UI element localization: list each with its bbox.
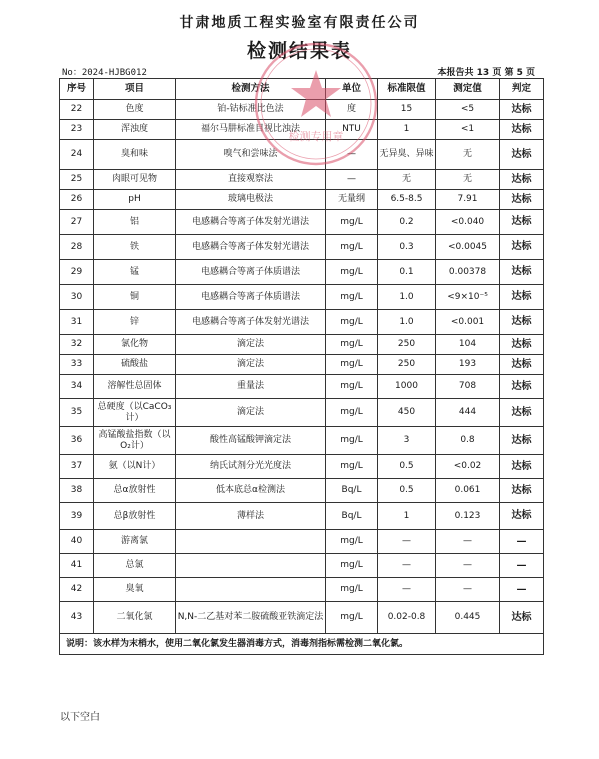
- header-item: 项目: [94, 79, 176, 100]
- cell-unit: mg/L: [326, 399, 378, 427]
- cell-limit: 1: [378, 120, 436, 140]
- cell-result: 达标: [500, 170, 544, 190]
- cell-unit: mg/L: [326, 602, 378, 634]
- cell-unit: —: [326, 170, 378, 190]
- cell-no: 31: [60, 310, 94, 335]
- cell-no: 26: [60, 190, 94, 210]
- cell-unit: mg/L: [326, 260, 378, 285]
- cell-no: 39: [60, 503, 94, 530]
- cell-item: 高锰酸盐指数（以O₂计）: [94, 427, 176, 455]
- cell-result: 达标: [500, 260, 544, 285]
- cell-value: 104: [436, 335, 500, 355]
- cell-limit: 3: [378, 427, 436, 455]
- header-value: 测定值: [436, 79, 500, 100]
- cell-item: 二氧化氯: [94, 602, 176, 634]
- header-limit: 标准限值: [378, 79, 436, 100]
- cell-method: 酸性高锰酸钾滴定法: [176, 427, 326, 455]
- cell-limit: 1.0: [378, 310, 436, 335]
- cell-value: 0.8: [436, 427, 500, 455]
- cell-item: 溶解性总固体: [94, 375, 176, 399]
- cell-value: 0.123: [436, 503, 500, 530]
- table-row: [60, 455, 544, 479]
- table-row: [60, 210, 544, 235]
- table-row: [60, 578, 544, 602]
- cell-no: 28: [60, 235, 94, 260]
- cell-method: 滴定法: [176, 355, 326, 375]
- cell-item: 锌: [94, 310, 176, 335]
- cell-item: 臭和味: [94, 140, 176, 170]
- table-row: [60, 120, 544, 140]
- table-row: [60, 530, 544, 554]
- cell-limit: 0.3: [378, 235, 436, 260]
- cell-method: 直接观察法: [176, 170, 326, 190]
- cell-method: 嗅气和尝味法: [176, 140, 326, 170]
- cell-no: 36: [60, 427, 94, 455]
- cell-item: 硫酸盐: [94, 355, 176, 375]
- cell-result: 达标: [500, 285, 544, 310]
- cell-unit: mg/L: [326, 554, 378, 578]
- cell-value: <0.0045: [436, 235, 500, 260]
- cell-item: 游离氯: [94, 530, 176, 554]
- cell-method: 重量法: [176, 375, 326, 399]
- table-note: 说明：该水样为末梢水，使用二氧化氯发生器消毒方式，消毒剂指标需检测二氧化氯。: [60, 634, 544, 655]
- cell-unit: Bq/L: [326, 479, 378, 503]
- cell-unit: mg/L: [326, 455, 378, 479]
- cell-item: 总α放射性: [94, 479, 176, 503]
- cell-limit: 0.1: [378, 260, 436, 285]
- cell-no: 27: [60, 210, 94, 235]
- table-row: [60, 355, 544, 375]
- cell-value: 0.061: [436, 479, 500, 503]
- cell-limit: —: [378, 530, 436, 554]
- cell-result: 达标: [500, 602, 544, 634]
- cell-method: 滴定法: [176, 399, 326, 427]
- cell-value: <0.040: [436, 210, 500, 235]
- cell-no: 24: [60, 140, 94, 170]
- cell-limit: 无异臭、异味: [378, 140, 436, 170]
- cell-no: 37: [60, 455, 94, 479]
- cell-method: 薄样法: [176, 503, 326, 530]
- cell-item: 氨（以N计）: [94, 455, 176, 479]
- header-result: 判定: [500, 79, 544, 100]
- table-row: [60, 479, 544, 503]
- header-no: 序号: [60, 79, 94, 100]
- cell-result: 达标: [500, 140, 544, 170]
- cell-method: [176, 554, 326, 578]
- table-row: [60, 100, 544, 120]
- cell-method: 滴定法: [176, 335, 326, 355]
- cell-result: 达标: [500, 455, 544, 479]
- table-row: [60, 335, 544, 355]
- cell-unit: mg/L: [326, 335, 378, 355]
- cell-no: 33: [60, 355, 94, 375]
- cell-item: 臭氧: [94, 578, 176, 602]
- cell-method: N,N-二乙基对苯二胺硫酸亚铁滴定法: [176, 602, 326, 634]
- cell-limit: 6.5-8.5: [378, 190, 436, 210]
- cell-method: 福尔马肼标准目视比浊法: [176, 120, 326, 140]
- cell-unit: mg/L: [326, 578, 378, 602]
- cell-result: 达标: [500, 479, 544, 503]
- cell-result: 达标: [500, 120, 544, 140]
- cell-limit: 15: [378, 100, 436, 120]
- cell-value: 193: [436, 355, 500, 375]
- cell-no: 40: [60, 530, 94, 554]
- cell-no: 25: [60, 170, 94, 190]
- cell-unit: Bq/L: [326, 503, 378, 530]
- cell-limit: 无: [378, 170, 436, 190]
- cell-limit: 0.02-0.8: [378, 602, 436, 634]
- cell-no: 32: [60, 335, 94, 355]
- cell-no: 23: [60, 120, 94, 140]
- cell-unit: mg/L: [326, 355, 378, 375]
- table-header-row: [60, 79, 544, 100]
- cell-result: —: [500, 578, 544, 602]
- cell-value: 无: [436, 140, 500, 170]
- cell-unit: —: [326, 140, 378, 170]
- cell-result: 达标: [500, 210, 544, 235]
- cell-item: 色度: [94, 100, 176, 120]
- cell-method: 玻璃电极法: [176, 190, 326, 210]
- cell-result: 达标: [500, 100, 544, 120]
- cell-limit: 0.2: [378, 210, 436, 235]
- cell-result: 达标: [500, 427, 544, 455]
- table-row: [60, 427, 544, 455]
- cell-unit: mg/L: [326, 310, 378, 335]
- cell-result: 达标: [500, 190, 544, 210]
- cell-method: 铂-钴标准比色法: [176, 100, 326, 120]
- cell-unit: mg/L: [326, 235, 378, 260]
- cell-item: 浑浊度: [94, 120, 176, 140]
- cell-item: 锰: [94, 260, 176, 285]
- cell-value: 0.445: [436, 602, 500, 634]
- cell-item: 铁: [94, 235, 176, 260]
- cell-result: 达标: [500, 355, 544, 375]
- cell-limit: —: [378, 578, 436, 602]
- cell-limit: 450: [378, 399, 436, 427]
- cell-limit: —: [378, 554, 436, 578]
- cell-limit: 0.5: [378, 479, 436, 503]
- results-table: [59, 78, 544, 655]
- table-row: [60, 285, 544, 310]
- cell-value: —: [436, 578, 500, 602]
- cell-item: 铜: [94, 285, 176, 310]
- cell-method: 电感耦合等离子体质谱法: [176, 260, 326, 285]
- page-info: 本报告共 13 页 第 5 页: [437, 68, 535, 78]
- cell-value: —: [436, 530, 500, 554]
- cell-method: 低本底总α检测法: [176, 479, 326, 503]
- table-row: [60, 602, 544, 634]
- cell-no: 35: [60, 399, 94, 427]
- cell-unit: mg/L: [326, 427, 378, 455]
- cell-value: <9×10⁻⁵: [436, 285, 500, 310]
- cell-result: 达标: [500, 399, 544, 427]
- cell-limit: 1000: [378, 375, 436, 399]
- cell-item: 铝: [94, 210, 176, 235]
- table-row: [60, 235, 544, 260]
- cell-no: 29: [60, 260, 94, 285]
- cell-value: 444: [436, 399, 500, 427]
- cell-unit: mg/L: [326, 375, 378, 399]
- cell-method: 电感耦合等离子体质谱法: [176, 285, 326, 310]
- cell-item: pH: [94, 190, 176, 210]
- table-row: [60, 140, 544, 170]
- cell-method: [176, 578, 326, 602]
- cell-value: <0.02: [436, 455, 500, 479]
- cell-item: 总氯: [94, 554, 176, 578]
- cell-result: 达标: [500, 310, 544, 335]
- table-row: [60, 554, 544, 578]
- cell-unit: 度: [326, 100, 378, 120]
- cell-item: 总β放射性: [94, 503, 176, 530]
- table-row: [60, 399, 544, 427]
- cell-value: 7.91: [436, 190, 500, 210]
- cell-value: <5: [436, 100, 500, 120]
- cell-value: <0.001: [436, 310, 500, 335]
- cell-no: 34: [60, 375, 94, 399]
- cell-value: —: [436, 554, 500, 578]
- table-row: [60, 503, 544, 530]
- cell-unit: 无量纲: [326, 190, 378, 210]
- cell-limit: 1.0: [378, 285, 436, 310]
- cell-result: —: [500, 554, 544, 578]
- cell-no: 22: [60, 100, 94, 120]
- cell-item: 总硬度（以CaCO₃计）: [94, 399, 176, 427]
- header-method: 检测方法: [176, 79, 326, 100]
- cell-method: 电感耦合等离子体发射光谱法: [176, 210, 326, 235]
- seal-label: 检测专用章: [288, 130, 344, 143]
- cell-value: 无: [436, 170, 500, 190]
- cell-limit: 1: [378, 503, 436, 530]
- cell-item: 肉眼可见物: [94, 170, 176, 190]
- cell-method: [176, 530, 326, 554]
- table-row: [60, 310, 544, 335]
- cell-unit: NTU: [326, 120, 378, 140]
- table-row: [60, 260, 544, 285]
- blank-below-note: 以下空白: [60, 712, 100, 723]
- cell-method: 纳氏试剂分光光度法: [176, 455, 326, 479]
- header-unit: 单位: [326, 79, 378, 100]
- cell-unit: mg/L: [326, 285, 378, 310]
- cell-no: 43: [60, 602, 94, 634]
- table-row: [60, 375, 544, 399]
- cell-no: 38: [60, 479, 94, 503]
- cell-value: <1: [436, 120, 500, 140]
- cell-no: 30: [60, 285, 94, 310]
- note-row: [60, 634, 544, 655]
- table-row: [60, 190, 544, 210]
- cell-result: 达标: [500, 235, 544, 260]
- cell-method: 电感耦合等离子体发射光谱法: [176, 310, 326, 335]
- cell-limit: 250: [378, 355, 436, 375]
- cell-unit: mg/L: [326, 530, 378, 554]
- document-number: No：2024-HJBG012: [62, 68, 147, 78]
- cell-result: 达标: [500, 375, 544, 399]
- cell-method: 电感耦合等离子体发射光谱法: [176, 235, 326, 260]
- organization-name: 甘肃地质工程实验室有限责任公司: [179, 15, 420, 31]
- cell-limit: 250: [378, 335, 436, 355]
- cell-result: —: [500, 530, 544, 554]
- cell-value: 708: [436, 375, 500, 399]
- cell-no: 41: [60, 554, 94, 578]
- report-title: 检测结果表: [246, 40, 352, 62]
- cell-item: 氯化物: [94, 335, 176, 355]
- cell-value: 0.00378: [436, 260, 500, 285]
- cell-limit: 0.5: [378, 455, 436, 479]
- table-row: [60, 170, 544, 190]
- cell-result: 达标: [500, 503, 544, 530]
- cell-no: 42: [60, 578, 94, 602]
- cell-result: 达标: [500, 335, 544, 355]
- cell-unit: mg/L: [326, 210, 378, 235]
